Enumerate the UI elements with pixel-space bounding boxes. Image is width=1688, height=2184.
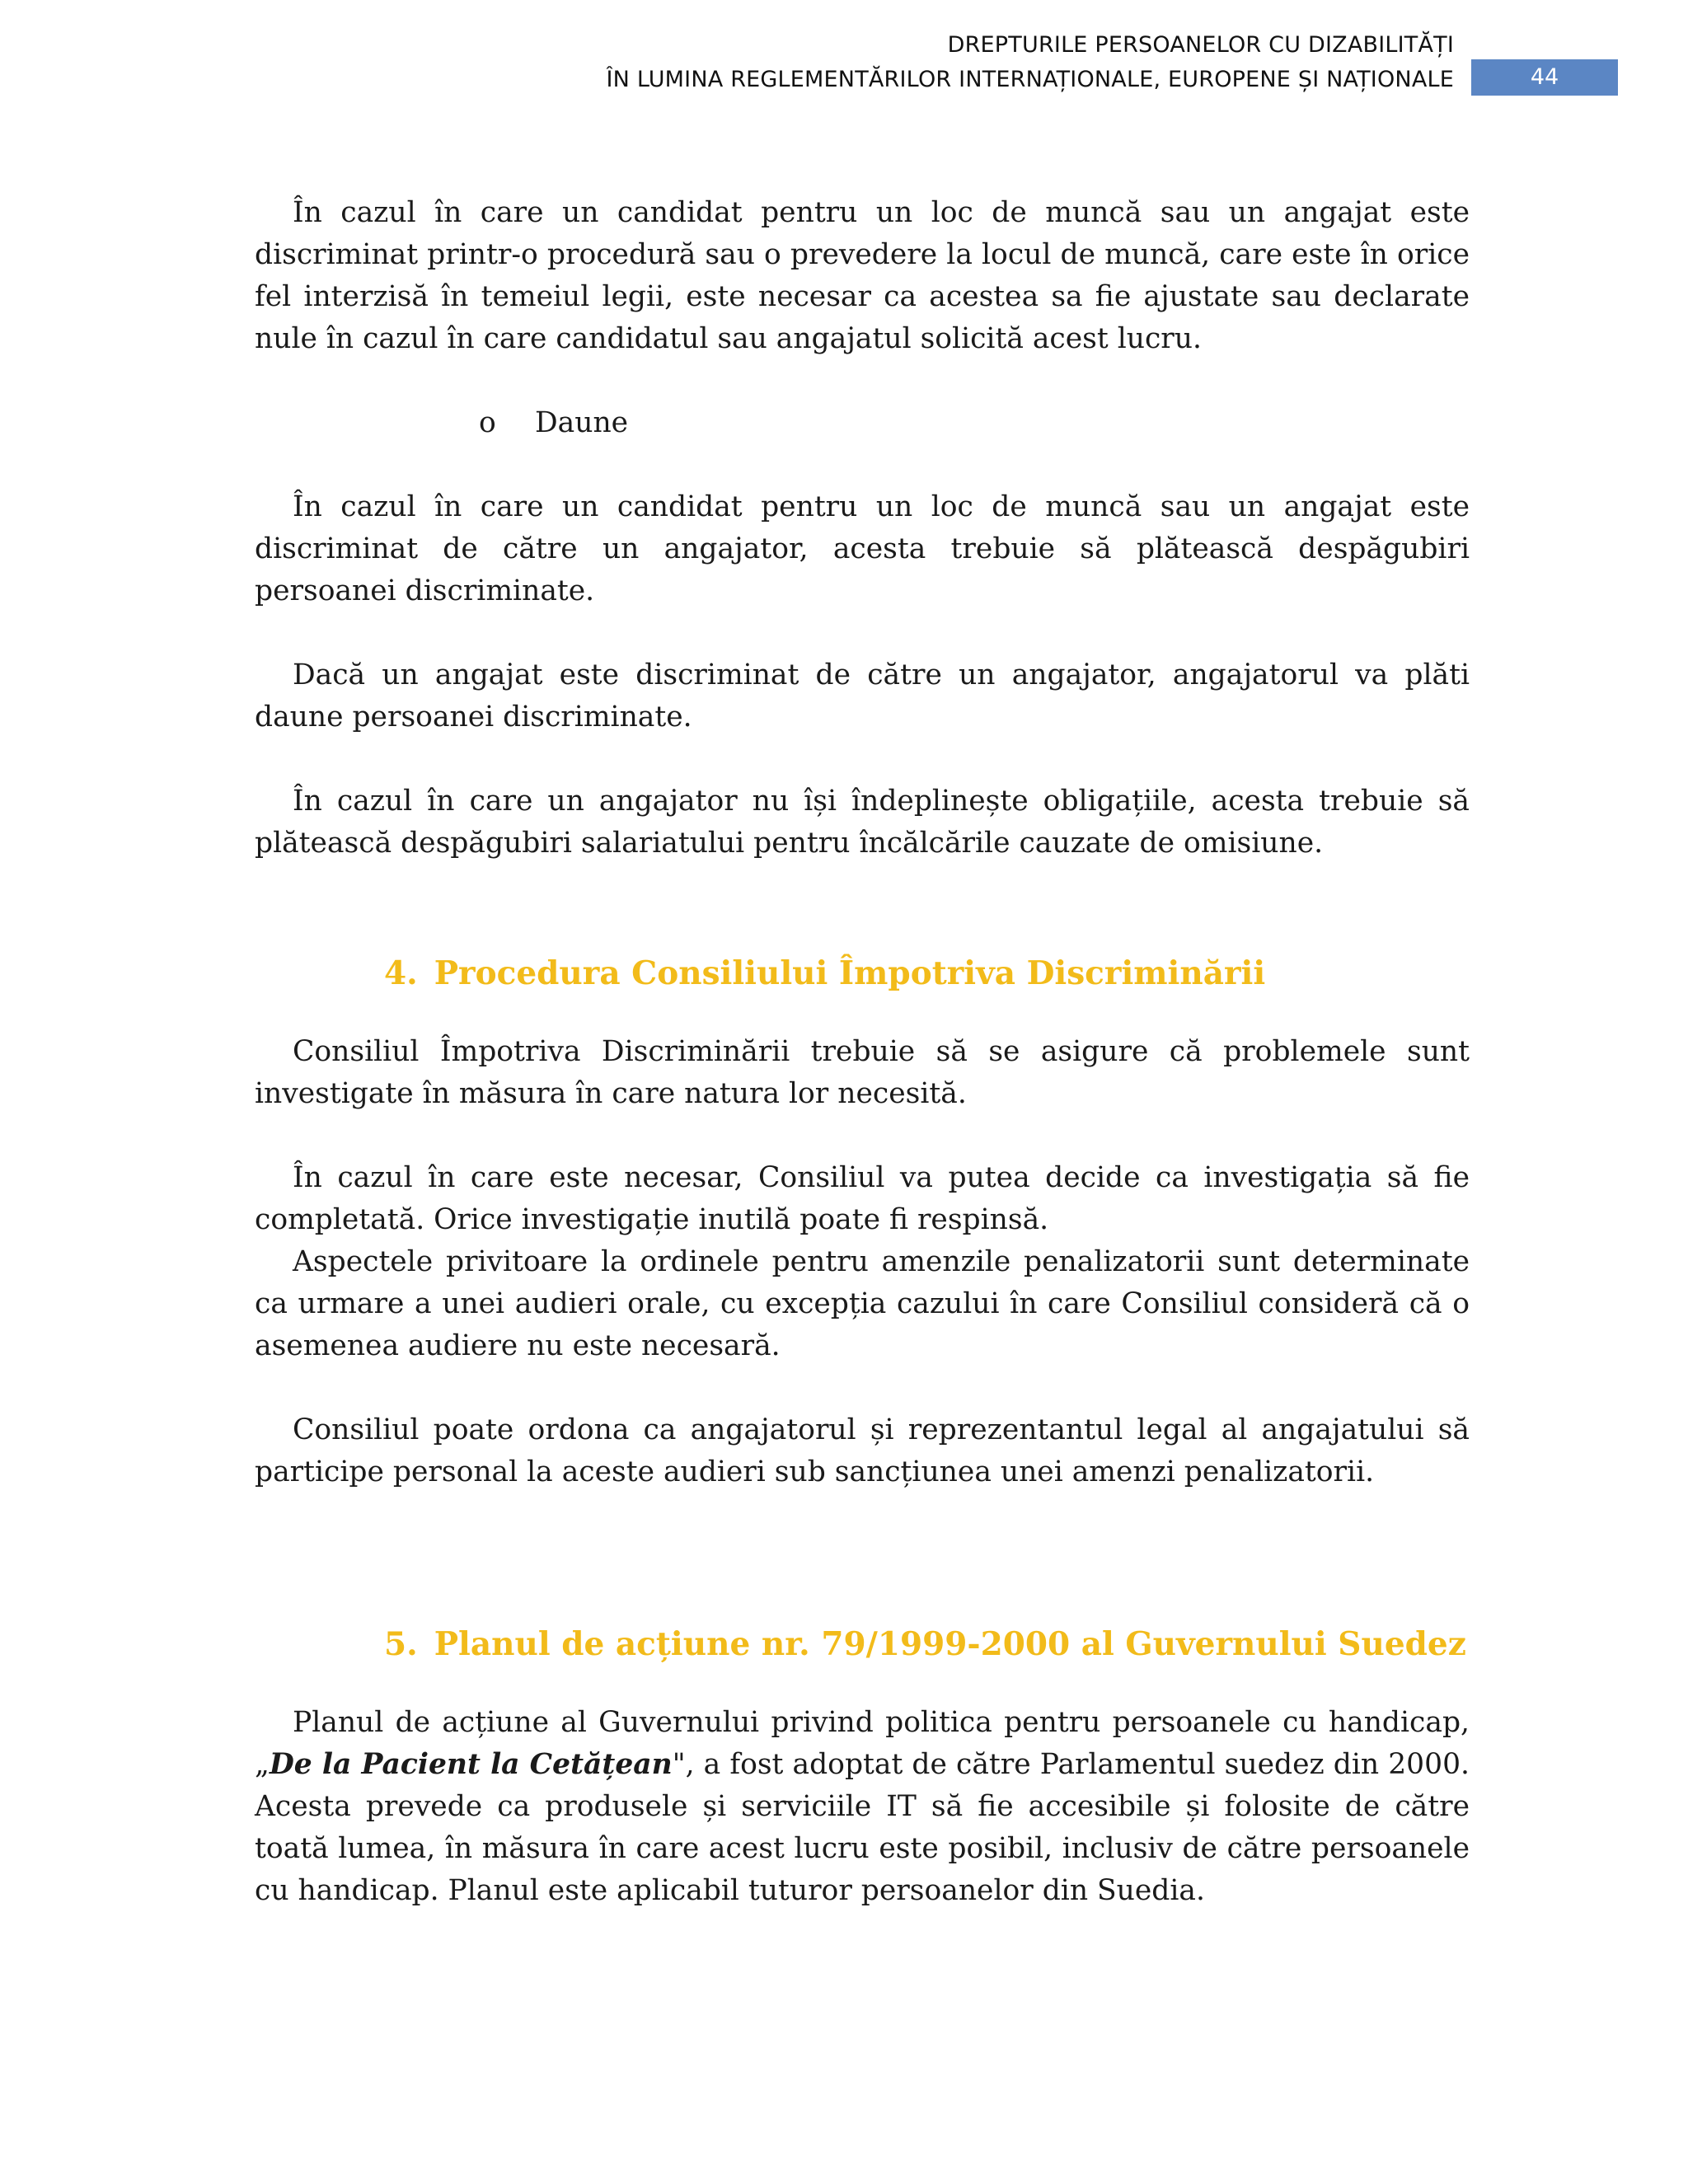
section-5-text-after: ", a fost adoptat de către Parlamentul suedez din 2000. Acesta prevede ca produsele și serviciile IT să fie accesibile și folosite de către toată lumea, în măsura în care acest lucru este posibil, inclusiv de către persoanele cu handicap. Planul este aplicabil tuturor persoanelor din Suedia. bbox=[255, 1748, 1470, 1907]
running-header bbox=[218, 28, 1454, 97]
paragraph-damages-employee: Dacă un angajat este discriminat de către un angajator, angajatorul va plăti daune persoanei discriminate. bbox=[255, 658, 1470, 733]
section-5-text-before: Planul de acțiune al Guvernului privind politica pentru persoanele cu handicap, „ bbox=[255, 1706, 1470, 1781]
section-4-title: Procedura Consiliului Împotriva Discriminării bbox=[434, 954, 1266, 992]
bullet-label: Daune bbox=[535, 406, 629, 439]
page-number-badge: 44 bbox=[1471, 59, 1618, 96]
bullet-circle-icon: o bbox=[479, 406, 496, 439]
section-5-paragraph-1 bbox=[255, 1702, 1470, 1912]
section-5-title: Planul de acțiune nr. 79/1999-2000 al Guvernului Suedez bbox=[434, 1625, 1466, 1663]
section-4-paragraph-3: Aspectele privitoare la ordinele pentru amenzile penalizatorii sunt determinate ca urmare a unei audieri orale, cu excepția cazului în care Consiliul consideră că o asemenea audiere nu este necesară. bbox=[255, 1245, 1470, 1362]
section-4-paragraph-1: Consiliul Împotriva Discriminării trebuie să se asigure că problemele sunt investigate în măsura în care natura lor necesită. bbox=[255, 1035, 1470, 1110]
section-4-heading bbox=[255, 949, 1470, 998]
section-4-number: 4. bbox=[384, 954, 418, 992]
section-5-emphasis-title: De la Pacient la Cetățean bbox=[269, 1748, 673, 1781]
paragraph-employer-obligations: În cazul în care un angajator nu își îndeplinește obligațiile, acesta trebuie să plătească despăgubiri salariatului pentru încălcările cauzate de omisiune. bbox=[255, 785, 1470, 860]
section-5-heading bbox=[255, 1619, 1470, 1669]
paragraph-adjustment: În cazul în care un candidat pentru un loc de muncă sau un angajat este discriminat printr-o procedură sau o prevedere la locul de muncă, care este în orice fel interzisă în temeiul legii, este necesar ca acestea sa fie ajustate sau declarate nule în cazul în care candidatul sau angajatul solicită acest lucru. bbox=[255, 196, 1470, 355]
section-4-paragraph-2: În cazul în care este necesar, Consiliul va putea decide ca investigația să fie completată. Orice investigație inutilă poate fi respinsă. bbox=[255, 1161, 1470, 1236]
paragraph-damages-candidate: În cazul în care un candidat pentru un loc de muncă sau un angajat este discriminat de către un angajator, acesta trebuie să plătească despăgubiri persoanei discriminate. bbox=[255, 490, 1470, 607]
page-body bbox=[255, 192, 1470, 1912]
header-line-1: DREPTURILE PERSOANELOR CU DIZABILITĂȚI bbox=[947, 32, 1454, 58]
bullet-item-daune bbox=[255, 402, 1470, 444]
section-5-number: 5. bbox=[384, 1625, 418, 1663]
section-4-paragraph-4: Consiliul poate ordona ca angajatorul și reprezentantul legal al angajatului să participe personal la aceste audieri sub sancțiunea unei amenzi penalizatorii. bbox=[255, 1413, 1470, 1488]
header-line-2: ÎN LUMINA REGLEMENTĂRILOR INTERNAȚIONALE, EUROPENE ȘI NAȚIONALE bbox=[606, 67, 1454, 92]
